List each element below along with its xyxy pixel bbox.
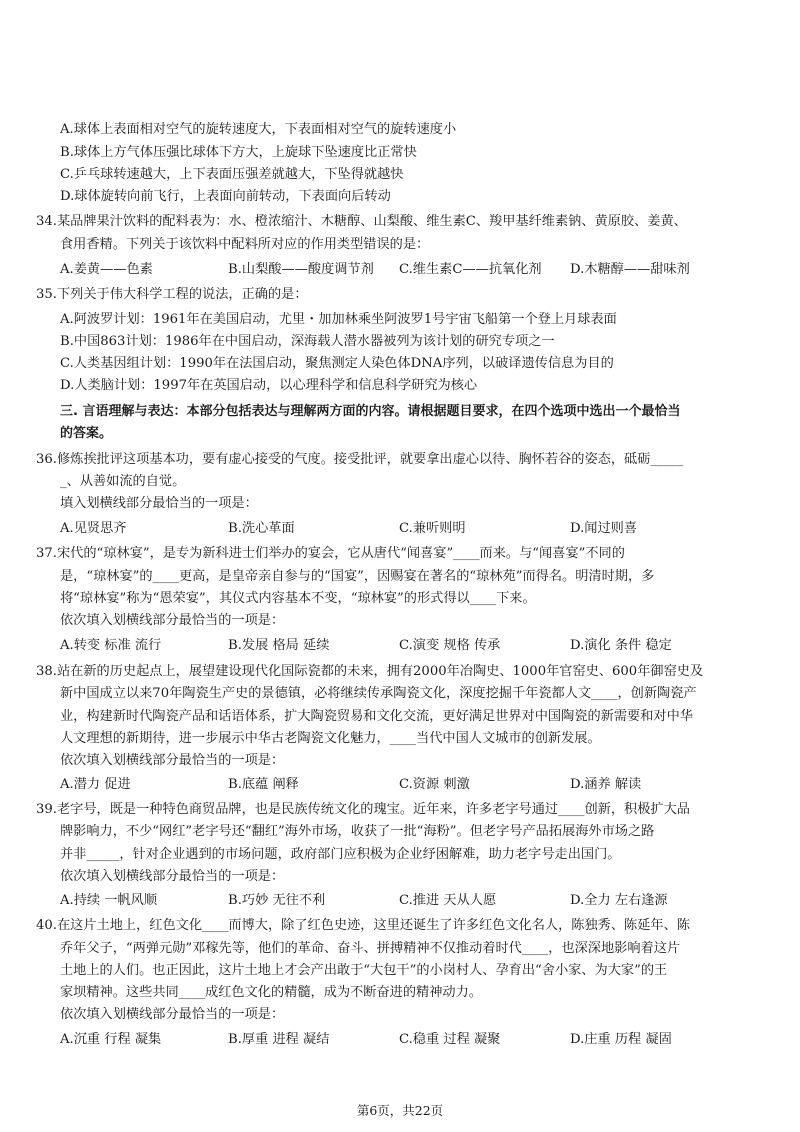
q36-option-c: C.兼听则明 [399,521,466,536]
q40-option-c: C.稳重 过程 凝聚 [399,1032,501,1047]
q39-option-b: B.巧妙 无往不利 [228,893,326,908]
q39-instruction: 依次填入划横线部分最恰当的一项是： [60,869,285,884]
q34-option-c: C.维生素C——抗氧化剂 [399,262,542,277]
q37-option-a: A.转变 标准 流行 [60,638,162,653]
q38-option-a: A.潜力 促进 [60,777,131,792]
q37-stem-line-3: 将“琼林宴”称为“恩荣宴”，其仪式内容基本不变，“琼林宴”的形式得以____下来。 [60,591,536,606]
q35-option-d: D.人类脑计划：1997年在英国启动，以心理科学和信息科学研究为核心 [60,378,478,393]
q38-stem-line-4: 人文理想的新期待，进一步展示中华古老陶瓷文化魅力，____当代中国人文城市的创新发展。 [60,731,601,746]
q36-option-a: A.见贤思齐 [60,521,127,536]
q40-stem-line-4: 家坝精神。这些共同____成红色文化的精髓，成为不断奋进的精神动力。 [60,985,482,1000]
q39-stem-line-1: 39.老字号，既是一种特色商贸品牌，也是民族传统文化的瑰宝。近年来，许多老字号通过____创新，积极扩大品 [36,802,690,817]
q37-option-d: D.演化 条件 稳定 [570,638,672,653]
q33-option-c: C.乒乓球转速越大，上下表面压强差就越大，下坠得就越快 [60,167,404,182]
q39-option-c: C.推进 天从人愿 [399,893,497,908]
q38-instruction: 依次填入划横线部分最恰当的一项是： [60,753,285,768]
q36-stem-line-2: _、从善如流的自觉。 [60,474,186,489]
q36-stem-line-1: 36.修炼挨批评这项基本功，要有虚心接受的气度。接受批评，就要拿出虚心以待、胸怀若谷的姿态，砥砺_____ [36,452,684,467]
q35-option-a: A.阿波罗计划：1961年在美国启动，尤里・加加林乘坐阿波罗1号宇宙飞船第一个登上月球表面 [60,312,617,327]
q40-stem-line-2: 乔年父子，“两弹元勋”邓稼先等，他们的革命、奋斗、拼搏精神不仅推动着时代____，也深深地影响着这片 [60,941,681,956]
q39-option-a: A.持续 一帆风顺 [60,893,158,908]
q34-option-d: D.木糖醇——甜味剂 [570,262,690,277]
q38-option-d: D.涵养 解读 [570,777,642,792]
q34-stem-line-1: 34.某品牌果汁饮料的配料表为：水、橙浓缩汁、木糖醇、山梨酸、维生素C、羧甲基纤维素钠、黄原胶、姜黄、 [36,214,687,229]
q40-option-d: D.庄重 历程 凝固 [570,1032,672,1047]
q37-option-b: B.发展 格局 延续 [228,638,330,653]
q39-option-d: D.全力 左右逢源 [570,893,668,908]
q37-stem-line-2: 是，“琼林宴”的____更高，是皇帝亲自参与的“国宴”，因赐宴在著名的“琼林苑”而得名。明清时期，多 [60,569,655,584]
section-heading-line-1: 三. 言语理解与表达：本部分包括表达与理解两方面的内容。请根据题目要求，在四个选项中选出一个最恰当 [60,404,681,419]
page-number: 第6页，共22页 [356,1103,444,1118]
q36-option-d: D.闻过则喜 [570,521,638,536]
q40-option-a: A.沉重 行程 凝集 [60,1032,162,1047]
q37-option-c: C.演变 规格 传承 [399,638,501,653]
q40-stem-line-3: 土地上的人们。也正因此，这片土地上才会产出敢于“大包干”的小岗村人、孕育出“舍小家、为大家”的王 [60,963,668,978]
q40-stem-line-1: 40.在这片土地上，红色文化____而博大，除了红色史迹，这里还诞生了许多红色文化名人，陈独秀、陈延年、陈 [36,918,690,933]
q36-instruction: 填入划横线部分最恰当的一项是： [60,496,258,511]
q35-stem: 35.下列关于伟大科学工程的说法，正确的是： [36,287,308,302]
q35-option-b: B.中国863计划：1986年在中国启动，深海载人潜水器被列为该计划的研究专项之一 [60,334,555,349]
q38-stem-line-2: 新中国成立以来70年陶瓷生产史的景德镇，必将继续传承陶瓷文化，深度挖掘千年瓷都人文____，创新陶瓷产 [60,686,697,701]
q33-option-a: A.球体上表面相对空气的旋转速度大，下表面相对空气的旋转速度小 [60,122,457,137]
q38-option-c: C.资源 刺激 [399,777,470,792]
section-heading-line-2: 的答案。 [60,426,113,441]
q38-option-b: B.底蕴 阐释 [228,777,299,792]
q39-stem-line-2: 牌影响力，不少“网红”老字号还“翻红”海外市场，收获了一批“海粉”。但老字号产品拓展海外市场之路 [60,824,655,839]
q36-option-b: B.洗心革面 [228,521,295,536]
q37-stem-line-1: 37.宋代的“琼林宴”，是专为新科进士们举办的宴会，它从唐代“闻喜宴”____而来。与“闻喜宴”不同的 [36,546,625,561]
q34-option-a: A.姜黄——色素 [60,262,153,277]
q38-stem-line-3: 业，构建新时代陶瓷产品和话语体系，扩大陶瓷贸易和文化交流，更好满足世界对中国陶瓷的新需要和对中华 [60,709,693,724]
q33-option-d: D.球体旋转向前飞行，上表面向前转动，下表面向后转动 [60,189,391,204]
q39-stem-line-3: 并非_____，针对企业遇到的市场问题，政府部门应积极为企业纾困解难，助力老字号走出国门。 [60,847,621,862]
q40-instruction: 依次填入划横线部分最恰当的一项是： [60,1007,285,1022]
q33-option-b: B.球体上方气体压强比球体下方大，上旋球下坠速度比正常快 [60,145,417,160]
q34-option-b: B.山梨酸——酸度调节剂 [228,262,374,277]
q34-stem-line-2: 食用香精。下列关于该饮料中配料所对应的作用类型错误的是： [60,237,430,252]
q38-stem-line-1: 38.站在新的历史起点上，展望建设现代化国际瓷都的未来，拥有2000年冶陶史、1000年官窑史、600年御窑史及 [36,664,704,679]
q40-option-b: B.厚重 进程 凝结 [228,1032,330,1047]
q35-option-c: C.人类基因组计划：1990年在法国启动，聚焦测定人染色体DNA序列，以破译遗传信息为目的 [60,356,614,371]
q37-instruction: 依次填入划横线部分最恰当的一项是： [60,613,285,628]
